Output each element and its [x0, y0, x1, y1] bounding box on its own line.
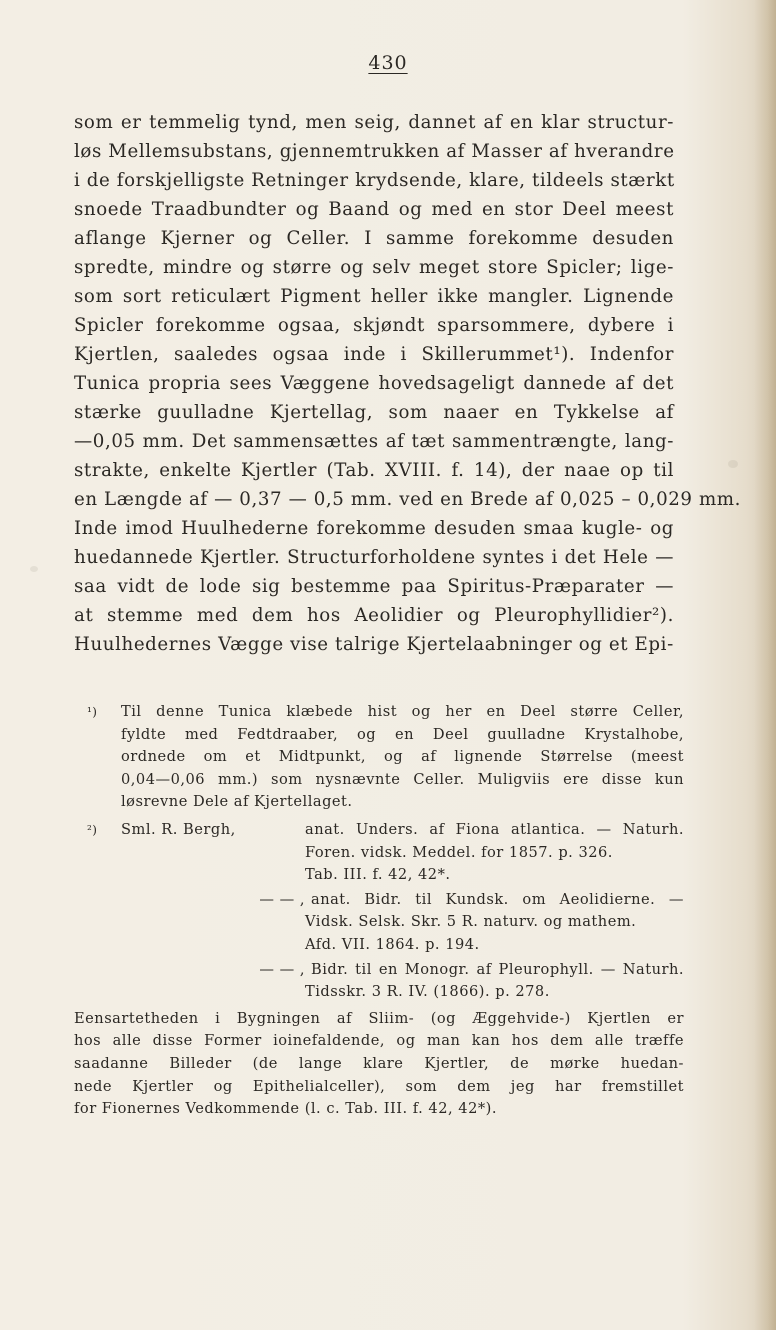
body-line: Spicler forekomme ogsaa, skjøndt sparsommere, dybere i — [74, 315, 674, 336]
page-edge-shadow — [754, 0, 776, 1330]
reference-author: — — , — [259, 890, 305, 908]
body-line: løs Mellemsubstans, gjennemtrukken af Masser af hverandre — [74, 141, 675, 162]
footnote-marker: ²) — [87, 822, 98, 837]
body-line: snoede Traadbundter og Baand og med en stor Deel meest — [74, 199, 674, 220]
body-line: som er temmelig tynd, men seig, dannet af en klar structur- — [74, 112, 674, 133]
body-line: stærke guulladne Kjertellag, som naaer en Tykkelse af — [74, 402, 674, 423]
reference-line: Afd. VII. 1864. p. 194. — [305, 935, 480, 953]
body-line: —0,05 mm. Det sammensættes af tæt sammentrængte, lang- — [74, 431, 674, 452]
footnote-marker: ¹) — [87, 705, 98, 719]
body-line: spredte, mindre og større og selv meget store Spicler; lige- — [74, 257, 674, 278]
reference-author: Sml. R. Bergh, — [121, 820, 236, 838]
body-line: Huulhedernes Vægge vise talrige Kjertelaabninger og et Epi- — [74, 634, 674, 655]
reference-line: Tidsskr. 3 R. IV. (1866). p. 278. — [305, 983, 550, 1001]
footnote-line: fyldte med Fedtdraaber, og en Deel guulladne Krystalhobe, — [121, 725, 684, 743]
remark-line: saadanne Billeder (de lange klare Kjertler, de mørke huedan- — [74, 1054, 684, 1072]
footnote-line: løsrevne Dele af Kjertellaget. — [121, 793, 353, 811]
body-line: i de forskjelligste Retninger krydsende, klare, tildeels stærkt — [74, 170, 675, 191]
reference-entry — [121, 959, 684, 1004]
reference-line: Foren. vidsk. Meddel. for 1857. p. 326. — [305, 843, 613, 861]
footnote-line: Til denne Tunica klæbede hist og her en Deel større Celler, — [121, 703, 684, 720]
reference-line: anat. Bidr. til Kundsk. om Aeolidierne. — — [311, 890, 684, 908]
body-line: Kjertlen, saaledes ogsaa inde i Skillerummet¹). Indenfor — [74, 344, 674, 365]
body-line: som sort reticulært Pigment heller ikke mangler. Lignende — [74, 286, 674, 307]
footnotes — [74, 701, 684, 1126]
reference-author: — — , — [259, 960, 305, 978]
footnote-remark — [74, 1008, 684, 1121]
body-line: Inde imod Huulhederne forekomme desuden smaa kugle- og — [74, 518, 674, 539]
reference-entry — [121, 889, 684, 957]
reference-line: Vidsk. Selsk. Skr. 5 R. naturv. og mathem. — [305, 913, 637, 931]
remark-line: hos alle disse Former ioinefaldende, og man kan hos dem alle træffe — [74, 1032, 684, 1050]
footnote-1 — [74, 701, 684, 814]
reference-line: anat. Unders. af Fiona atlantica. — Naturh. — [305, 820, 684, 838]
page-number: 430 — [368, 52, 408, 74]
footnote-line: ordnede om et Midtpunkt, og af lignende Størrelse (meest — [121, 748, 684, 766]
paper-stain — [30, 566, 38, 572]
remark-line: Eensartetheden i Bygningen af Sliim- (og Æggehvide-) Kjertlen er — [74, 1009, 684, 1027]
body-line: at stemme med dem hos Aeolidier og Pleurophyllidier²). — [74, 605, 674, 626]
remark-line: for Fionernes Vedkommende (l. c. Tab. III. f. 42, 42*). — [74, 1100, 497, 1118]
body-line: en Længde af — 0,37 — 0,5 mm. ved en Brede af 0,025 – 0,029 mm. — [74, 489, 742, 510]
reference-line: Bidr. til en Monogr. af Pleurophyll. — Naturh. — [311, 960, 684, 978]
reference-line: Tab. III. f. 42, 42*. — [305, 866, 451, 884]
footnote-body — [121, 701, 684, 814]
body-line: aflange Kjerner og Celler. I samme forekomme desuden — [74, 228, 674, 249]
body-line: Tunica propria sees Væggene hovedsageligt dannede af det — [74, 373, 674, 394]
reference-entry — [121, 819, 684, 887]
body-line: huedannede Kjertler. Structurforholdene syntes i det Hele — — [74, 547, 674, 568]
body-text — [74, 108, 742, 659]
remark-line: nede Kjertler og Epithelialceller), som dem jeg har fremstillet — [74, 1077, 684, 1095]
footnote-line: 0,04—0,06 mm.) som nysnævnte Celler. Muligviis ere disse kun — [121, 770, 684, 788]
footnote-2 — [74, 819, 684, 1121]
body-line: saa vidt de lode sig bestemme paa Spiritus-Præparater — — [74, 576, 674, 597]
footnote-body — [121, 819, 684, 1004]
paper-stain — [728, 460, 738, 468]
body-line: strakte, enkelte Kjertler (Tab. XVIII. f. 14), der naae op til — [74, 460, 674, 481]
